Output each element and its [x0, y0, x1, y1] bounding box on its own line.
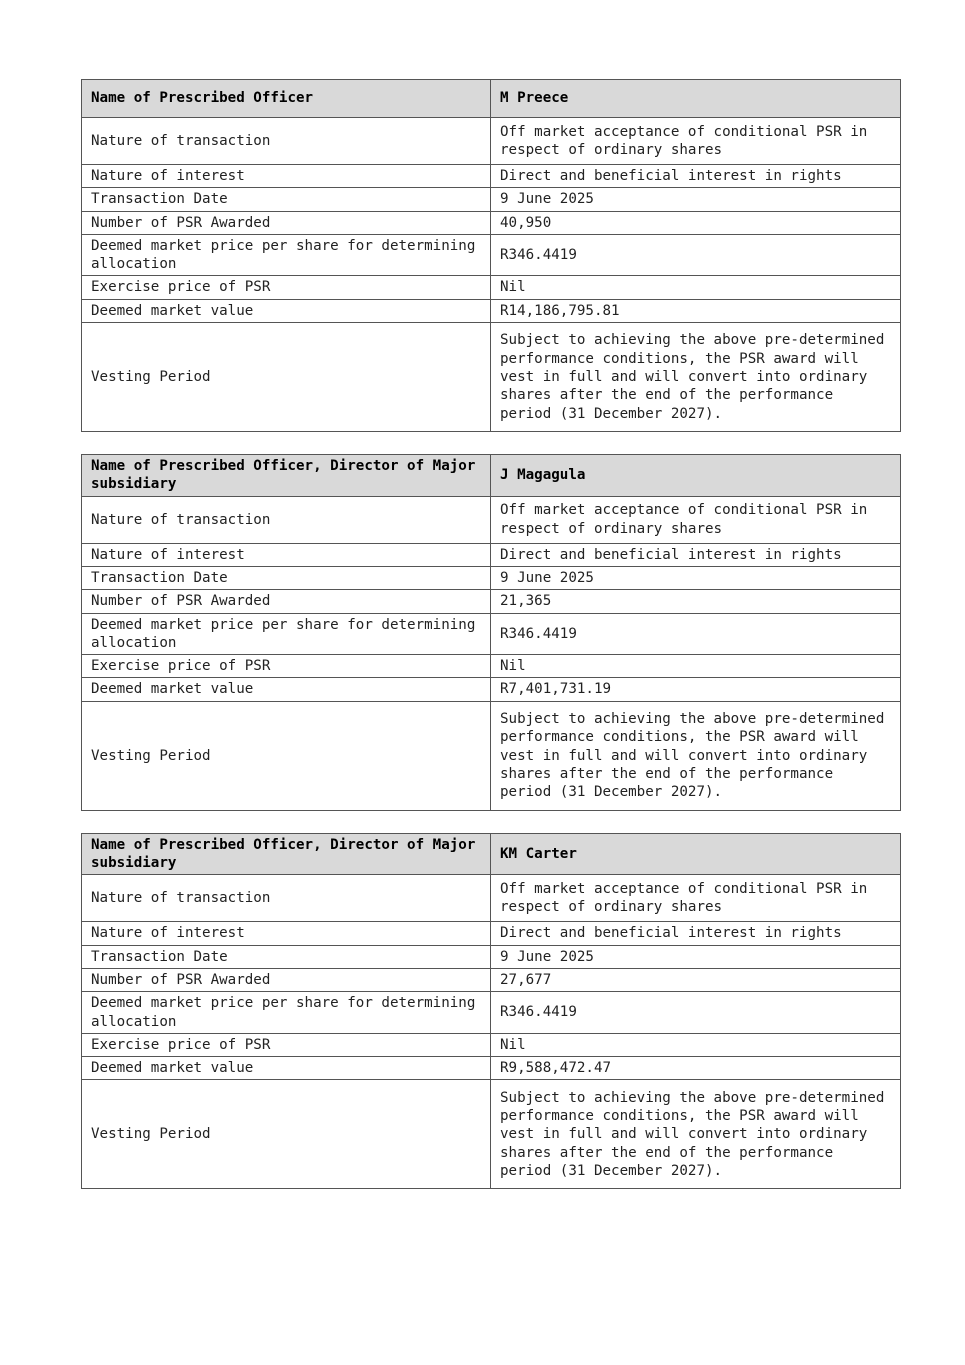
- table-row: [82, 922, 901, 945]
- header-officer-name-cell: M Preece: [491, 80, 901, 118]
- row-label-cell: Deemed market value: [82, 678, 491, 701]
- disclosure-table-preece: [81, 79, 901, 432]
- row-label-cell: Transaction Date: [82, 566, 491, 589]
- row-value-cell: Off market acceptance of conditional PSR in respect of ordinary shares: [491, 118, 901, 165]
- row-label-cell: Transaction Date: [82, 945, 491, 968]
- row-value-cell: 9 June 2025: [491, 188, 901, 211]
- table-row: [82, 678, 901, 701]
- row-value-cell: Off market acceptance of conditional PSR in respect of ordinary shares: [491, 496, 901, 543]
- table-row: [82, 1057, 901, 1080]
- table-row: [82, 875, 901, 922]
- row-value-cell: Nil: [491, 655, 901, 678]
- row-label-cell: Exercise price of PSR: [82, 655, 491, 678]
- table-row: [82, 590, 901, 613]
- table-row: [82, 992, 901, 1034]
- row-value-cell: R7,401,731.19: [491, 678, 901, 701]
- row-label-cell: Number of PSR Awarded: [82, 590, 491, 613]
- header-officer-name-cell: KM Carter: [491, 833, 901, 875]
- row-value-cell: Subject to achieving the above pre-determined performance conditions, the PSR award will vest in full and will convert into ordinary shares after the end of the performance period (31 December 2027).: [491, 701, 901, 810]
- table-row: [82, 543, 901, 566]
- row-value-cell: 9 June 2025: [491, 945, 901, 968]
- table-row: [82, 234, 901, 276]
- row-label-cell: Vesting Period: [82, 1080, 491, 1189]
- table-row: [82, 655, 901, 678]
- row-value-cell: R14,186,795.81: [491, 299, 901, 322]
- row-label-cell: Exercise price of PSR: [82, 276, 491, 299]
- table-row: [82, 1033, 901, 1056]
- row-label-cell: Nature of interest: [82, 165, 491, 188]
- table-row: [82, 566, 901, 589]
- row-value-cell: Direct and beneficial interest in rights: [491, 543, 901, 566]
- table-row: [82, 945, 901, 968]
- row-value-cell: Direct and beneficial interest in rights: [491, 922, 901, 945]
- row-label-cell: Deemed market price per share for determining allocation: [82, 992, 491, 1034]
- row-label-cell: Nature of transaction: [82, 118, 491, 165]
- row-label-cell: Number of PSR Awarded: [82, 968, 491, 991]
- table-row: [82, 188, 901, 211]
- row-value-cell: 21,365: [491, 590, 901, 613]
- table-row: [82, 118, 901, 165]
- row-value-cell: Direct and beneficial interest in rights: [491, 165, 901, 188]
- table-row: [82, 276, 901, 299]
- row-label-cell: Exercise price of PSR: [82, 1033, 491, 1056]
- row-label-cell: Number of PSR Awarded: [82, 211, 491, 234]
- table-row: [82, 496, 901, 543]
- row-label-cell: Deemed market price per share for determining allocation: [82, 234, 491, 276]
- row-value-cell: Subject to achieving the above pre-determined performance conditions, the PSR award will vest in full and will convert into ordinary shares after the end of the performance period (31 December 2027).: [491, 1080, 901, 1189]
- row-value-cell: 9 June 2025: [491, 566, 901, 589]
- table-row: [82, 613, 901, 655]
- header-label-cell: Name of Prescribed Officer: [82, 80, 491, 118]
- table-header-row: [82, 455, 901, 497]
- row-label-cell: Vesting Period: [82, 701, 491, 810]
- table-header-row: [82, 80, 901, 118]
- row-label-cell: Deemed market value: [82, 299, 491, 322]
- row-label-cell: Nature of transaction: [82, 875, 491, 922]
- row-label-cell: Nature of interest: [82, 543, 491, 566]
- disclosure-table-carter: [81, 833, 901, 1190]
- row-value-cell: R346.4419: [491, 992, 901, 1034]
- row-value-cell: Off market acceptance of conditional PSR in respect of ordinary shares: [491, 875, 901, 922]
- header-label-cell: Name of Prescribed Officer, Director of Major subsidiary: [82, 455, 491, 497]
- table-row: [82, 323, 901, 432]
- header-label-cell: Name of Prescribed Officer, Director of Major subsidiary: [82, 833, 491, 875]
- row-value-cell: R346.4419: [491, 613, 901, 655]
- row-value-cell: Subject to achieving the above pre-determined performance conditions, the PSR award will vest in full and will convert into ordinary shares after the end of the performance period (31 December 2027).: [491, 323, 901, 432]
- row-value-cell: Nil: [491, 1033, 901, 1056]
- table-row: [82, 211, 901, 234]
- row-label-cell: Vesting Period: [82, 323, 491, 432]
- table-row: [82, 299, 901, 322]
- table-row: [82, 968, 901, 991]
- row-label-cell: Nature of transaction: [82, 496, 491, 543]
- row-label-cell: Nature of interest: [82, 922, 491, 945]
- table-row: [82, 165, 901, 188]
- table-row: [82, 1080, 901, 1189]
- row-label-cell: Transaction Date: [82, 188, 491, 211]
- table-header-row: [82, 833, 901, 875]
- row-value-cell: 40,950: [491, 211, 901, 234]
- row-value-cell: R9,588,472.47: [491, 1057, 901, 1080]
- disclosure-table-magagula: [81, 454, 901, 811]
- row-value-cell: 27,677: [491, 968, 901, 991]
- row-value-cell: R346.4419: [491, 234, 901, 276]
- document-page: [81, 79, 900, 1211]
- row-label-cell: Deemed market value: [82, 1057, 491, 1080]
- header-officer-name-cell: J Magagula: [491, 455, 901, 497]
- row-label-cell: Deemed market price per share for determining allocation: [82, 613, 491, 655]
- row-value-cell: Nil: [491, 276, 901, 299]
- table-row: [82, 701, 901, 810]
